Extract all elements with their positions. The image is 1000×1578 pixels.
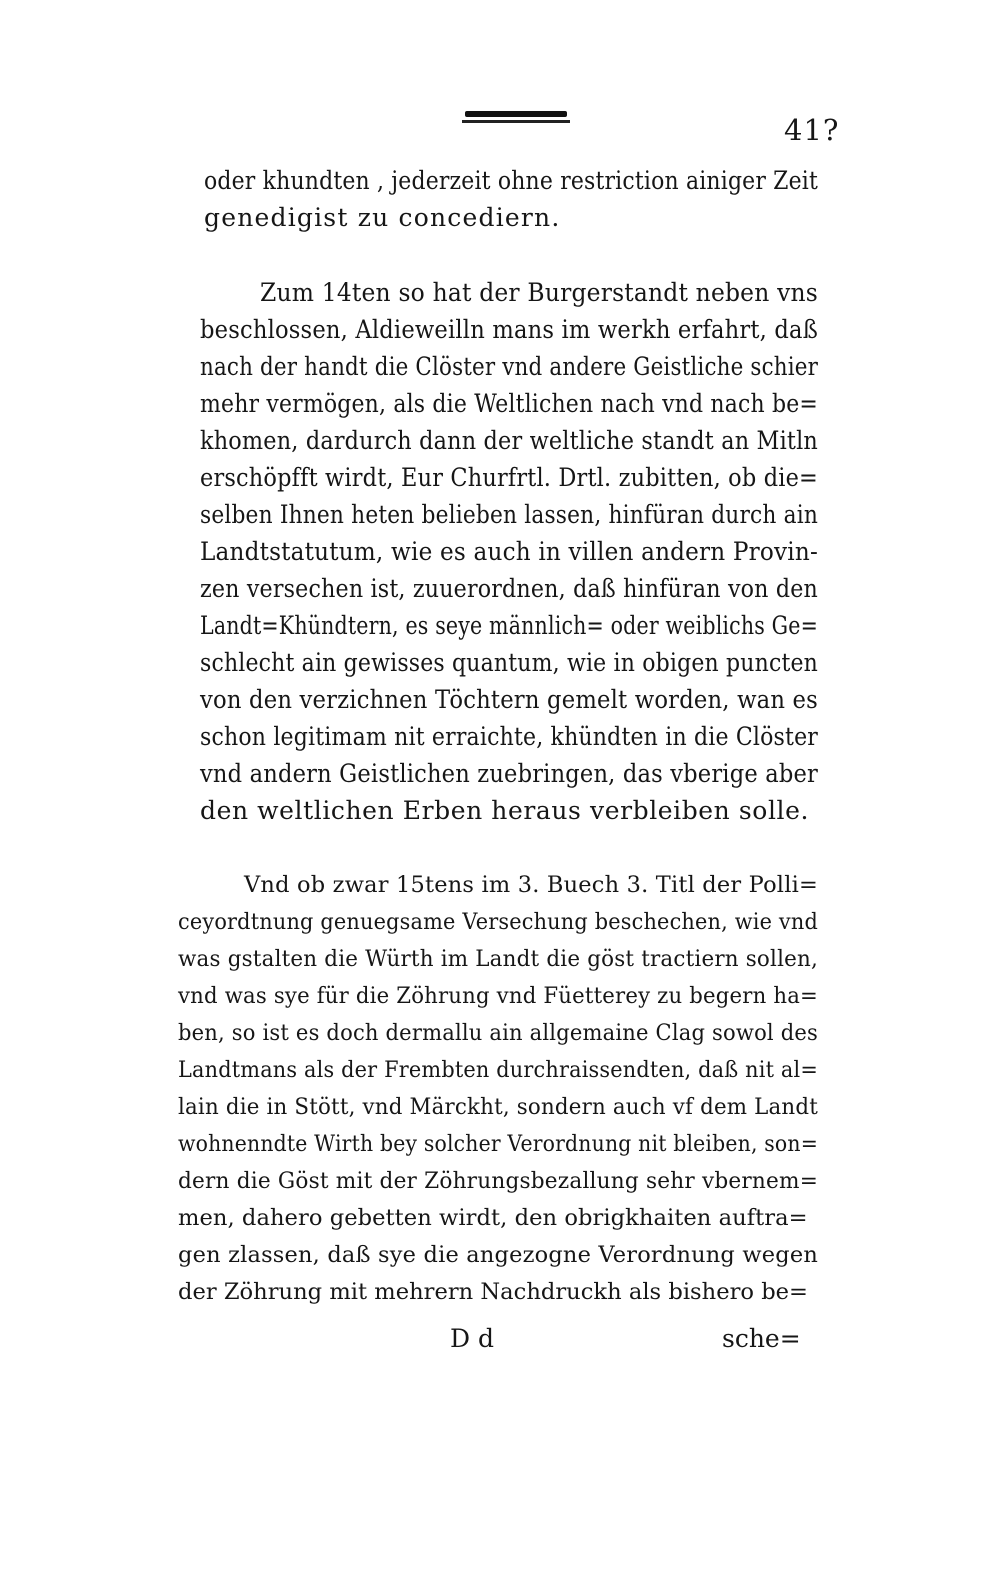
text-line-content: men, dahero gebetten wirdt, den obrigkhaiten auftra= <box>178 1205 808 1231</box>
text-line <box>0 352 1000 388</box>
text-line <box>0 685 1000 721</box>
text-line-content: von den verzichnen Töchtern gemelt worden, wan es <box>200 685 818 714</box>
text-line-content: was gstalten die Würth im Landt die göst tractiern sollen, <box>178 946 818 972</box>
text-line <box>0 1092 1000 1128</box>
text-line <box>0 537 1000 573</box>
text-line <box>0 315 1000 351</box>
text-line <box>0 722 1000 758</box>
text-line-content: Landtmans als der Frembten durchraissendten, daß nit al= <box>178 1057 818 1083</box>
text-line <box>0 907 1000 943</box>
text-line <box>0 1240 1000 1276</box>
text-line-content: vnd was sye für die Zöhrung vnd Füetterey zu begern ha= <box>178 983 818 1009</box>
text-line <box>0 1129 1000 1165</box>
text-line-content: nach der handt die Clöster vnd andere Geistliche schier <box>200 352 818 381</box>
text-line-content: schlecht ain gewisses quantum, wie in obigen puncten <box>200 648 818 677</box>
text-line-content: zen versechen ist, zuuerordnen, daß hinfüran von den <box>200 574 818 603</box>
text-line-content: Landtstatutum, wie es auch in villen andern Provin- <box>200 537 818 566</box>
text-line-content: erschöpfft wirdt, Eur Churfrtl. Drtl. zubitten, ob die= <box>200 463 818 492</box>
text-line <box>0 944 1000 980</box>
text-line-content: ceyordtnung genuegsame Versechung beschechen, wie vnd <box>178 909 818 935</box>
catchword: sche= <box>722 1324 801 1353</box>
text-line-content: vnd andern Geistlichen zuebringen, das vberige aber <box>200 759 818 788</box>
text-line-content: wohnenndte Wirth bey solcher Verordnung nit bleiben, son= <box>178 1131 818 1157</box>
text-line-content: beschlossen, Aldieweilln mans im werkh erfahrt, daß <box>200 315 818 344</box>
text-line <box>0 796 1000 832</box>
text-line <box>0 611 1000 647</box>
text-line-content: selben Ihnen heten belieben lassen, hinfüran durch ain <box>200 500 818 529</box>
text-line <box>0 426 1000 462</box>
text-line-content: khomen, dardurch dann der weltliche standt an Mitln <box>200 426 818 455</box>
text-line-content: genedigist zu concediern. <box>204 203 561 232</box>
text-line <box>0 1203 1000 1239</box>
signature-mark: D d <box>450 1324 494 1353</box>
page-number: 41? <box>784 113 840 147</box>
text-line-content: der Zöhrung mit mehrern Nachdruckh als bishero be= <box>178 1279 808 1305</box>
text-line <box>0 463 1000 499</box>
text-line <box>0 166 1000 202</box>
text-line-content: den weltlichen Erben heraus verbleiben solle. <box>200 796 809 825</box>
text-line <box>0 1018 1000 1054</box>
text-line-content: schon legitimam nit erraichte, khündten in die Clöster <box>200 722 818 751</box>
text-line-content: dern die Göst mit der Zöhrungsbezallung sehr vbernem= <box>178 1168 818 1194</box>
text-line <box>0 278 1000 314</box>
text-line <box>0 1055 1000 1091</box>
text-line-content: ben, so ist es doch dermallu ain allgemaine Clag sowol des <box>178 1020 818 1046</box>
text-line-content: lain die in Stött, vnd Märckht, sondern auch vf dem Landt <box>178 1094 818 1120</box>
text-line-content: Landt=Khündtern, es seye männlich= oder weiblichs Ge= <box>200 611 818 640</box>
text-line-content: oder khundten , jederzeit ohne restriction ainiger Zeit <box>204 166 818 195</box>
text-line-content: Zum 14ten so hat der Burgerstandt neben vns <box>260 278 818 307</box>
text-line <box>0 500 1000 536</box>
text-line <box>0 203 1000 239</box>
text-line <box>0 389 1000 425</box>
text-line <box>0 1166 1000 1202</box>
text-line <box>0 648 1000 684</box>
text-line <box>0 759 1000 795</box>
text-line <box>0 870 1000 906</box>
text-line-content: mehr vermögen, als die Weltlichen nach vnd nach be= <box>200 389 818 418</box>
header-rule <box>462 111 570 125</box>
text-line-content: gen zlassen, daß sye die angezogne Verordnung wegen <box>178 1242 818 1268</box>
text-line <box>0 1277 1000 1313</box>
text-line-content: Vnd ob zwar 15tens im 3. Buech 3. Titl der Polli= <box>244 872 818 898</box>
text-line <box>0 981 1000 1017</box>
text-line <box>0 574 1000 610</box>
